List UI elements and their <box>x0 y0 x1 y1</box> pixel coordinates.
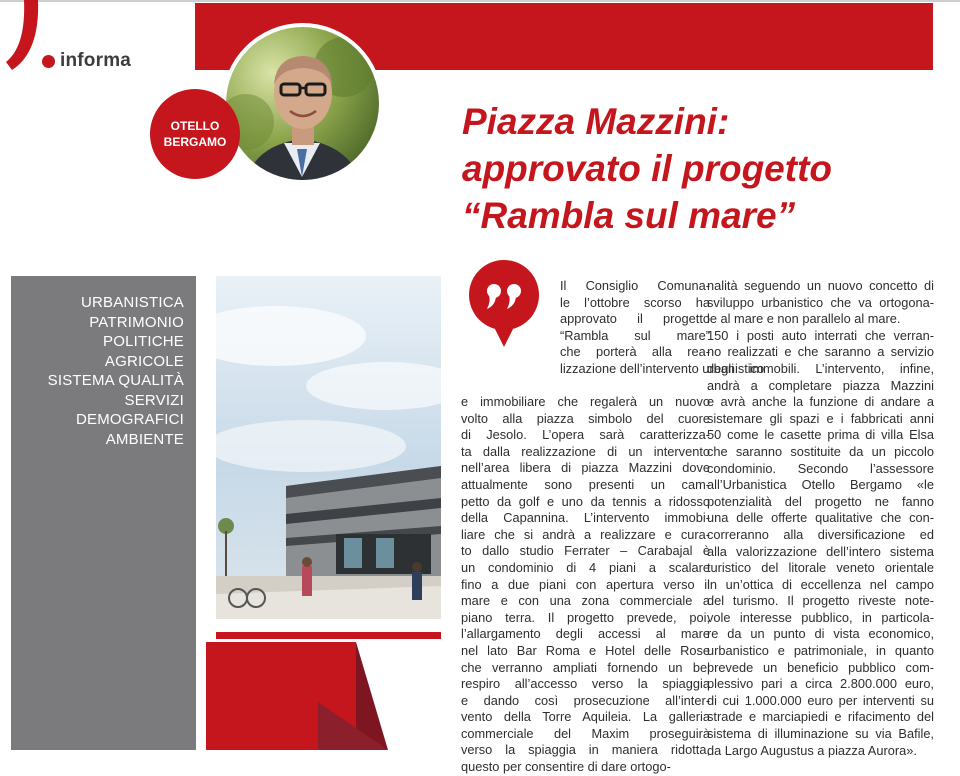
department-item: SERVIZI <box>124 391 184 409</box>
article-line: potenzialità del progetto ne fanno <box>707 493 934 509</box>
department-item: AMBIENTE <box>105 430 184 448</box>
article-line: attualmente sono presenti un cam- <box>461 476 710 492</box>
article-line: sistema di illuminazione su via Bafile, <box>707 726 934 742</box>
department-item: URBANISTICA <box>80 294 184 311</box>
author-last-name: BERGAMO <box>163 135 227 149</box>
article-line: alla valorizzazione dell’intero sistema <box>707 543 934 559</box>
article-line: questo per consentire di dare ortogo- <box>461 759 671 775</box>
article-line: vole interesse pubblico, in particola- <box>707 609 934 625</box>
article-line: volto alla piazza simbolo del cuore <box>461 410 710 426</box>
article-line: mare e con una zona commerciale a <box>461 593 710 609</box>
article-line: urbanistico e patrimoniale, in quanto <box>707 643 934 659</box>
article-line: una delle offerte qualitative che con- <box>707 510 934 526</box>
section-name: informa <box>60 50 132 71</box>
author-badge <box>150 89 240 179</box>
department-item: SISTEMA QUALITÀ <box>47 372 184 389</box>
department-item: DEMOGRAFICI <box>75 411 184 428</box>
article-line: commerciale del Maxim proseguirà <box>461 725 710 741</box>
article-line: turistico del litorale veneto orientale <box>707 560 934 576</box>
article-line: nel lato Bar Roma e Hotel delle Rose <box>461 642 710 658</box>
rendering-illustration <box>216 276 441 619</box>
article-line: e dando così prosecuzione all’inter- <box>461 692 710 708</box>
article-line: in un’ottica di eccellenza nel campo <box>707 576 934 592</box>
article-line: fino a due piani con apertura verso il <box>461 576 710 592</box>
article-line: petto da golf e uno da tennis a ridosso <box>461 493 710 509</box>
headline-line: approvato il progetto <box>462 148 832 189</box>
article-line: approvato il progetto <box>560 311 710 327</box>
article-line: “Rambla sul mare” <box>560 327 710 343</box>
article-column-intro-wide <box>461 361 765 378</box>
headline-line: Piazza Mazzini: <box>462 101 730 142</box>
article-line: un condominio di 4 piani a scalare <box>461 559 710 575</box>
article-line: nell’area libera di piazza Mazzini dove <box>461 460 710 476</box>
article-line: respiro all’accesso verso la spiaggia <box>461 676 710 692</box>
project-rendering-image <box>216 276 441 619</box>
department-sidebar <box>11 276 196 750</box>
article-line: andrà a completare piazza Mazzini <box>707 377 934 393</box>
article-line: piano terra. Il progetto prevede, poi, <box>461 609 710 625</box>
article-line: che saranno sostituite da un piccolo <box>707 443 934 459</box>
article-line: to dallo studio Ferrater – Carabajal è <box>461 543 710 559</box>
article-line: sistemare gli spazi e i fabbricati anni <box>707 410 934 426</box>
article-column-intro <box>560 278 710 361</box>
image-divider <box>216 632 441 639</box>
article-line: 150 i posti auto interrati che verran- <box>707 327 934 343</box>
article-line: di cui 1.000.000 euro per interventi su <box>707 692 934 708</box>
quote-icon <box>465 259 543 349</box>
article-line: Il Consiglio Comuna- <box>560 278 710 293</box>
article-line: della Capannina. L’intervento immobi- <box>461 510 710 526</box>
article-line: condominio. Secondo l’assessore <box>707 460 934 476</box>
article-line: prevede un beneficio pubblico com- <box>707 659 934 675</box>
article-line: e avrà anche la funzione di andare a <box>707 394 934 410</box>
article-line: liare che si andrà a realizzare e cura- <box>461 526 710 542</box>
article-line: che porterà alla rea- <box>560 344 710 360</box>
article-line: e immobiliare che regalerà un nuovo <box>461 394 710 409</box>
article-line: l’allargamento degli accessi al mare <box>461 626 710 642</box>
article-line: degli immobili. L’intervento, infine, <box>707 360 934 376</box>
article-line: lizzazione dell’intervento urbanistico <box>560 361 765 376</box>
article-line: del turismo. Il progetto riveste note- <box>707 593 934 609</box>
article-line: vento della Torre Aquileia. La galleria <box>461 709 710 725</box>
department-item: PATRIMONIO <box>89 313 184 331</box>
portrait-photo <box>226 27 379 180</box>
logo-dot-icon <box>42 55 55 68</box>
headline-line: “Rambla sul mare” <box>462 195 796 236</box>
department-item: POLITICHE <box>103 333 184 350</box>
top-rule <box>0 0 960 2</box>
article-line: re da un punto di vista economico, <box>707 626 934 642</box>
article-line: strade e marciapiedi e rifacimento del <box>707 709 934 725</box>
article-column-1 <box>461 394 710 776</box>
article-line: 50 come le casette prima di villa Elsa <box>707 427 934 443</box>
article-line: plessivo pari a circa 2.800.000 euro, <box>707 676 934 692</box>
article-line: sviluppo urbanistico che va ortogona- <box>707 294 934 310</box>
author-portrait <box>222 23 383 184</box>
article-line: correranno alla diversificazione ed <box>707 526 934 542</box>
author-first-name: OTELLO <box>170 119 220 133</box>
department-item: AGRICOLE <box>104 352 184 370</box>
article-line: le l’ottobre scorso ha <box>560 294 710 310</box>
article-column-2 <box>707 278 934 759</box>
article-line: di Jesolo. L’opera sarà caratterizza- <box>461 427 710 443</box>
article-line: nalità seguendo un nuovo concetto di <box>707 278 934 293</box>
article-line: no realizzati e che saranno a servizio <box>707 344 934 360</box>
article-line: all’Urbanistica Otello Bergamo «le <box>707 477 934 493</box>
decorative-shape <box>206 642 440 750</box>
article-line: che verranno ampliati fornendo un bel <box>461 659 710 675</box>
article-line: verso la spiaggia in maniera ridotta, <box>461 742 710 758</box>
article-line: da Largo Augustus a piazza Aurora». <box>707 742 917 758</box>
department-list <box>48 293 184 449</box>
article-line: le al mare e non parallelo al mare. <box>707 311 901 327</box>
article-headline <box>462 98 932 239</box>
article-line: ta dalla realizzazione di un intervento <box>461 443 710 459</box>
section-logo <box>42 50 131 72</box>
